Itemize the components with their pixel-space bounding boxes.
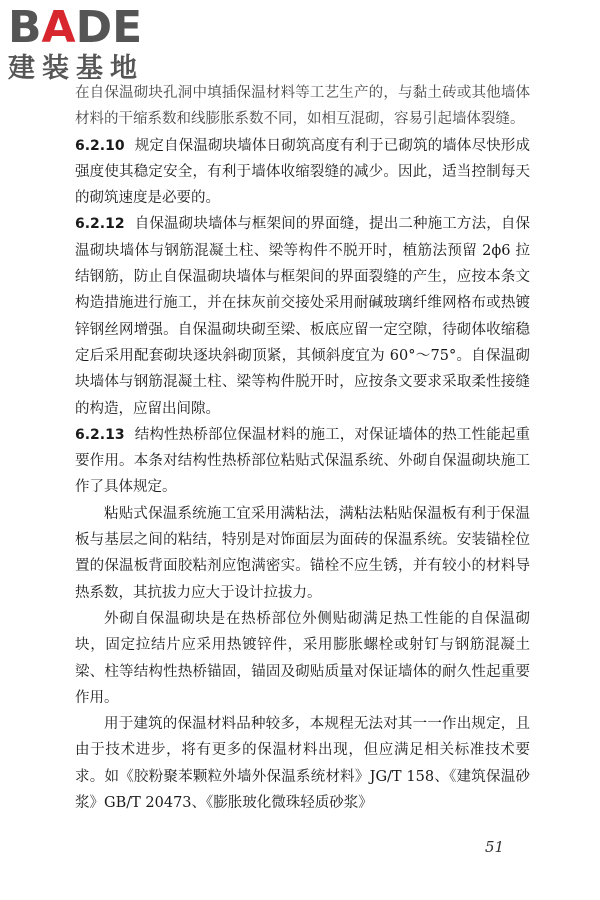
clause-number: 6.2.12 — [75, 216, 125, 233]
clause-number: 6.2.13 — [75, 426, 125, 443]
clause-6-2-12 — [75, 211, 530, 421]
logo-letters-right: DE — [75, 2, 143, 53]
paragraph-materials: 用于建筑的保温材料品种较多，本规程无法对其一一作出规定，且由于技术进步，将有更多的保温材料出现，但应满足相关标准技术要求。如《胶粉聚苯颗粒外墙外保温系统材料》JG/T 158、《建筑保温砂浆》GB/T 20473、《膨胀玻化微珠轻质砂浆》 — [75, 716, 530, 812]
paragraph-paste-system: 粘贴式保温系统施工宜采用满粘法，满粘法粘贴保温板有利于保温板与基层之间的粘结，特别是对饰面层为面砖的保温系统。安装锚栓位置的保温板背面胶粘剂应饱满密实。锚栓不应生锈，并有较小的材料导热系数，其抗拔力应大于设计拉拔力。 — [75, 505, 530, 601]
clause-6-2-13 — [75, 422, 530, 501]
logo-letter-accent: A — [41, 2, 76, 53]
logo-letters-left: B — [8, 2, 42, 53]
clause-number: 6.2.10 — [75, 137, 125, 154]
paragraph-outer-block: 外砌自保温砌块是在热桥部位外侧贴砌满足热工性能的自保温砌块，固定拉结片应采用热镀锌件，采用膨胀螺栓或射钉与钢筋混凝土梁、柱等结构性热桥锚固，锚固及砌贴质量对保证墙体的耐久性起重要作用。 — [75, 610, 530, 706]
logo-wordmark — [8, 4, 178, 52]
logo-subtitle: 建装基地 — [8, 53, 144, 84]
clause-text: 规定自保温砌块墙体日砌筑高度有利于已砌筑的墙体尽快形成强度使其稳定安全，有利于墙体收缩裂缝的减少。因此，适当控制每天的砌筑速度是必要的。 — [75, 137, 530, 207]
clause-6-2-10 — [75, 133, 530, 212]
clause-text: 结构性热桥部位保温材料的施工，对保证墙体的热工性能起重要作用。本条对结构性热桥部位粘贴式保温系统、外砌自保温砌块施工作了具体规定。 — [75, 426, 530, 496]
page-number: 51 — [485, 838, 505, 856]
clause-text: 自保温砌块墙体与框架间的界面缝，提出二种施工方法，自保温砌块墙体与钢筋混凝土柱、梁等构件不脱开时，植筋法预留 2ϕ6 拉结钢筋，防止自保温砌块墙体与框架间的界面裂缝的产生，应按本条文构造措施进行施工，并在抹灰前交接处采用耐碱玻璃纤维网格布或热镀锌钢丝网增强。自保温砌块砌至梁、板底应留一定空隙，待砌体收缩稳定后采用配套砌块逐块斜砌顶紧，其倾斜度宜为 60°～75°。自保温砌块墙体与钢筋混凝土柱、梁等构件脱开时，应按条文要求采取柔性接缝的构造，应留出间隙。 — [75, 216, 530, 417]
paragraph-continued: 在自保温砌块孔洞中填插保温材料等工艺生产的，与黏土砖或其他墙体材料的干缩系数和线膨胀系数不同，如相互混砌，容易引起墙体裂缝。 — [75, 85, 530, 128]
document-body — [75, 80, 530, 816]
